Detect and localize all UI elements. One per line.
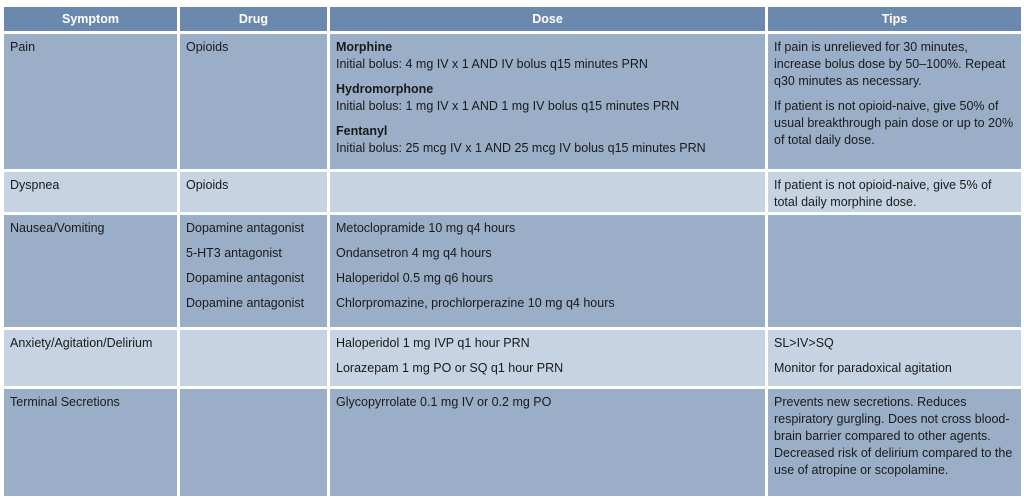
symptom-cell: Nausea/Vomiting — [4, 215, 177, 327]
dose-drug-name: Morphine — [336, 40, 393, 54]
header-dose: Dose — [330, 7, 765, 31]
drug-cell — [180, 389, 327, 496]
tip-text: If pain is unrelieved for 30 minutes, increase bolus dose by 50–100%. Repeat q30 minutes as necessary. — [774, 40, 1006, 88]
drug-cell — [180, 215, 327, 327]
dose-text: Haloperidol 1 mg IVP q1 hour PRN — [336, 336, 530, 350]
drug-text: Dopamine antagonist — [186, 296, 305, 310]
tip-text: SL>IV>SQ — [774, 336, 834, 350]
header-tips: Tips — [768, 7, 1021, 31]
dose-drug-name: Fentanyl — [336, 124, 388, 138]
dose-drug-name: Hydromorphone — [336, 82, 434, 96]
tips-cell: If patient is not opioid-naive, give 5% of total daily morphine dose. — [768, 172, 1021, 212]
dose-text: Metoclopramide 10 mg q4 hours — [336, 221, 516, 235]
dose-text: Initial bolus: 1 mg IV x 1 AND 1 mg IV bolus q15 minutes PRN — [336, 99, 680, 113]
symptom-cell: Terminal Secretions — [4, 389, 177, 496]
tip-text: Monitor for paradoxical agitation — [774, 361, 952, 375]
symptom-cell: Dyspnea — [4, 172, 177, 212]
tips-cell — [768, 215, 1021, 327]
tips-cell: Prevents new secretions. Reduces respiratory gurgling. Does not cross blood-brain barrier compared to other agents. Decreased risk of delirium compared to the use of atropine or scopolamine. — [768, 389, 1021, 496]
tip-text: If patient is not opioid-naive, give 50% of usual breakthrough pain dose or up to 20% of total daily dose. — [774, 99, 1014, 147]
drug-text: Dopamine antagonist — [186, 271, 305, 285]
symptom-drug-table — [4, 7, 1021, 496]
tips-cell — [768, 34, 1021, 169]
dose-text: Haloperidol 0.5 mg q6 hours — [336, 271, 494, 285]
drug-cell — [180, 330, 327, 386]
header-drug: Drug — [180, 7, 327, 31]
dose-cell: Glycopyrrolate 0.1 mg IV or 0.2 mg PO — [330, 389, 765, 496]
dose-text: Ondansetron 4 mg q4 hours — [336, 246, 492, 260]
symptom-cell: Anxiety/Agitation/Delirium — [4, 330, 177, 386]
drug-cell: Opioids — [180, 34, 327, 169]
tips-cell — [768, 330, 1021, 386]
dose-text: Initial bolus: 25 mcg IV x 1 AND 25 mcg IV bolus q15 minutes PRN — [336, 141, 706, 155]
dose-cell — [330, 330, 765, 386]
drug-cell: Opioids — [180, 172, 327, 212]
dose-cell — [330, 172, 765, 212]
dose-cell — [330, 34, 765, 169]
dose-text: Lorazepam 1 mg PO or SQ q1 hour PRN — [336, 361, 564, 375]
drug-text: 5-HT3 antagonist — [186, 246, 282, 260]
dose-text: Chlorpromazine, prochlorperazine 10 mg q4 hours — [336, 296, 615, 310]
dose-text: Initial bolus: 4 mg IV x 1 AND IV bolus q15 minutes PRN — [336, 57, 648, 71]
symptom-cell: Pain — [4, 34, 177, 169]
header-symptom: Symptom — [4, 7, 177, 31]
dose-cell — [330, 215, 765, 327]
drug-text: Dopamine antagonist — [186, 221, 305, 235]
